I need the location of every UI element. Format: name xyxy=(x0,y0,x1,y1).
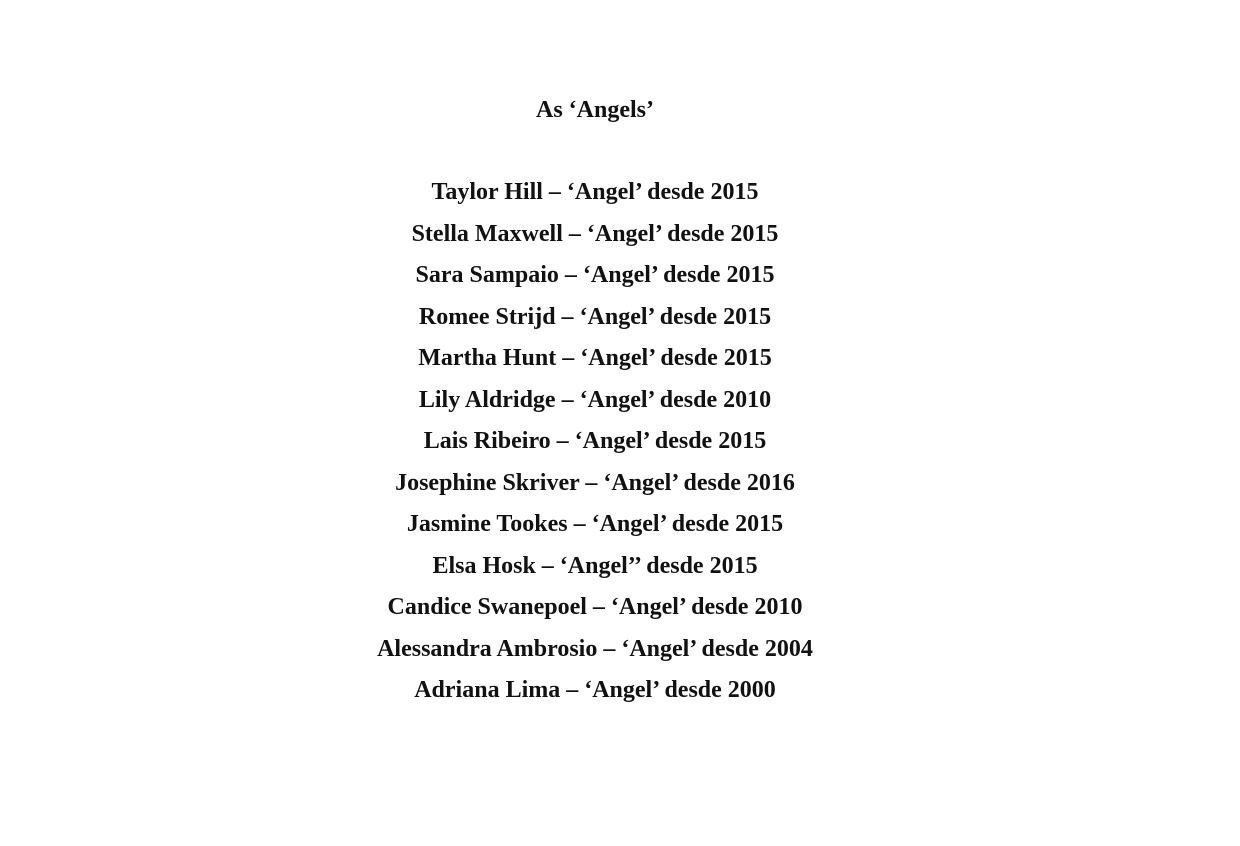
list-item: Jasmine Tookes – ‘Angel’ desde 2015 xyxy=(406,511,784,537)
list-item: Elsa Hosk – ‘Angel’’ desde 2015 xyxy=(432,552,758,579)
angels-list xyxy=(0,172,1190,712)
list-item: Martha Hunt – ‘Angel’ desde 2015 xyxy=(418,345,772,371)
list-item: Candice Swanepoel – ‘Angel’ desde 2010 xyxy=(387,594,803,620)
list-item: Taylor Hill – ‘Angel’ desde 2015 xyxy=(431,179,759,205)
list-item: Romee Strijd – ‘Angel’ desde 2015 xyxy=(418,303,772,330)
list-item: Adriana Lima – ‘Angel’ desde 2000 xyxy=(414,677,776,703)
list-item: Josephine Skriver – ‘Angel’ desde 2016 xyxy=(395,469,795,496)
list-item: Alessandra Ambrosio – ‘Angel’ desde 2004 xyxy=(377,635,813,662)
list-item: Stella Maxwell – ‘Angel’ desde 2015 xyxy=(411,220,779,247)
document-title: As ‘Angels’ xyxy=(536,97,654,123)
list-item: Lais Ribeiro – ‘Angel’ desde 2015 xyxy=(423,428,767,454)
list-item: Lily Aldridge – ‘Angel’ desde 2010 xyxy=(418,386,772,413)
list-item: Sara Sampaio – ‘Angel’ desde 2015 xyxy=(415,262,775,288)
